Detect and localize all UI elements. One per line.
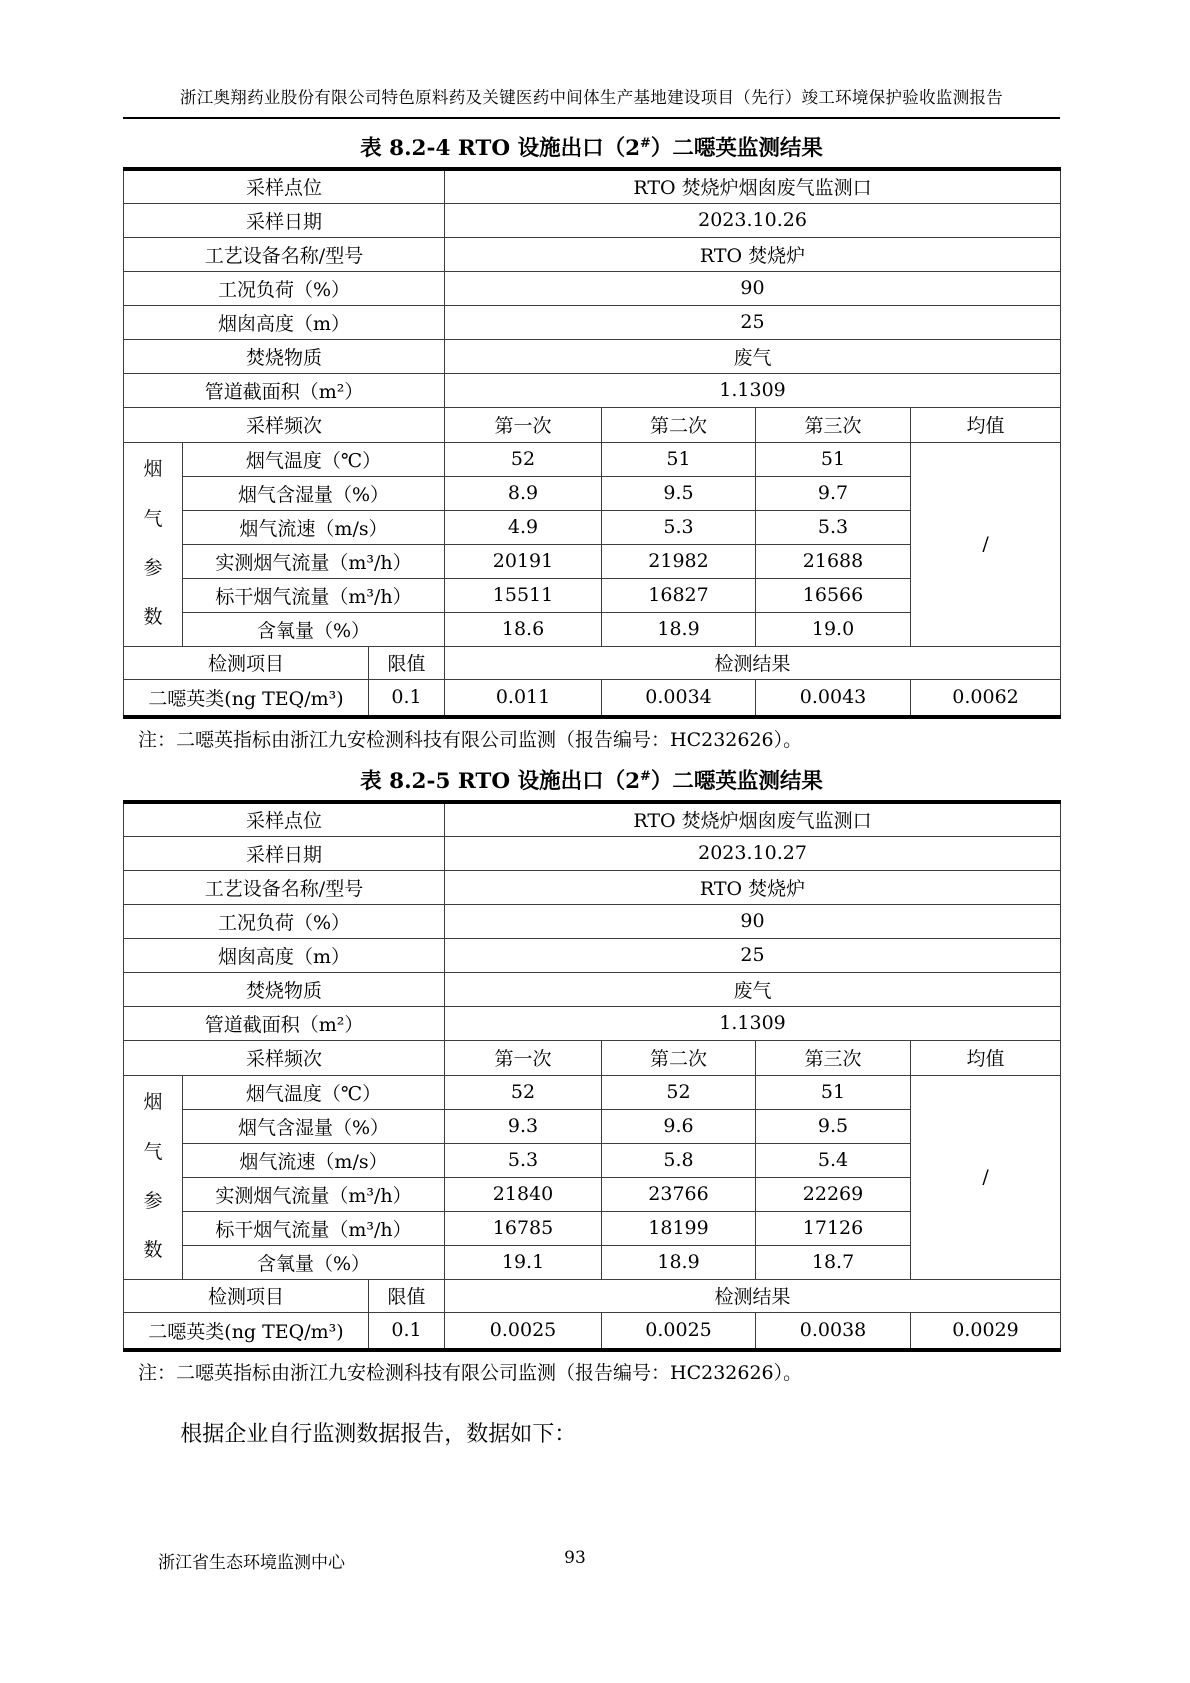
- table-row: [124, 169, 1061, 203]
- header-divider-line: [123, 117, 1060, 119]
- info-value: 90: [445, 904, 1061, 938]
- dioxin-limit: 0.1: [369, 679, 445, 717]
- result-limit-header: 限值: [369, 1279, 445, 1312]
- info-label: 采样日期: [124, 203, 445, 237]
- param-average-cell: /: [911, 442, 1061, 646]
- info-label: 采样日期: [124, 836, 445, 870]
- freq-col-3: 第三次: [756, 1040, 911, 1075]
- document-header-title: 浙江奥翔药业股份有限公司特色原料药及关键医药中间体生产基地建设项目（先行）竣工环境保护验收监测报告: [179, 88, 1004, 107]
- param-value: 22269: [756, 1177, 911, 1211]
- dioxin-value: 0.0043: [756, 679, 911, 717]
- param-group-label: 烟气参数: [143, 1091, 163, 1262]
- param-label: 烟气含湿量（%）: [183, 476, 445, 510]
- param-group-cell: [124, 442, 183, 646]
- param-value: 8.9: [445, 476, 602, 510]
- dioxin-result-row: [124, 679, 1061, 717]
- param-value: 16566: [756, 578, 911, 612]
- param-value: 18199: [602, 1211, 756, 1245]
- dioxin-value: 0.0038: [756, 1312, 911, 1350]
- table-2-title-suffix: ）二噁英监测结果: [650, 769, 823, 794]
- param-value: 51: [756, 442, 911, 476]
- table-row: [124, 972, 1061, 1006]
- table-1-note: 注：二噁英指标由浙江九安检测科技有限公司监测（报告编号：HC232626）。: [138, 729, 803, 751]
- table-row: [124, 339, 1061, 373]
- param-label: 烟气含湿量（%）: [183, 1109, 445, 1143]
- param-label: 烟气温度（℃）: [183, 1075, 445, 1109]
- table-1-title-superscript: #: [640, 135, 651, 151]
- param-group-cell: [124, 1075, 183, 1279]
- dioxin-value: 0.0025: [445, 1312, 602, 1350]
- info-value: RTO 焚烧炉烟囱废气监测口: [445, 802, 1061, 836]
- param-value: 9.6: [602, 1109, 756, 1143]
- info-label: 烟囱高度（m）: [124, 305, 445, 339]
- param-value: 52: [602, 1075, 756, 1109]
- param-value: 52: [445, 442, 602, 476]
- table-1-title-suffix: ）二噁英监测结果: [650, 136, 823, 161]
- param-group-label: 烟气参数: [143, 458, 163, 629]
- param-label: 含氧量（%）: [183, 612, 445, 646]
- param-value: 16785: [445, 1211, 602, 1245]
- param-value: 51: [602, 442, 756, 476]
- info-label: 管道截面积（m²）: [124, 1006, 445, 1040]
- freq-label: 采样频次: [124, 1040, 445, 1075]
- info-value: 1.1309: [445, 373, 1061, 407]
- dioxin-value: 0.011: [445, 679, 602, 717]
- param-value: 19.0: [756, 612, 911, 646]
- table-row: [124, 271, 1061, 305]
- param-label: 烟气温度（℃）: [183, 442, 445, 476]
- result-value-header: 检测结果: [445, 646, 1061, 679]
- param-value: 17126: [756, 1211, 911, 1245]
- dioxin-label: 二噁英类(ng TEQ/m³): [124, 679, 369, 717]
- result-item-header: 检测项目: [124, 1279, 369, 1312]
- param-value: 19.1: [445, 1245, 602, 1279]
- freq-col-2: 第二次: [602, 1040, 756, 1075]
- freq-col-3: 第三次: [756, 407, 911, 442]
- info-value: RTO 焚烧炉烟囱废气监测口: [445, 169, 1061, 203]
- info-value: 废气: [445, 339, 1061, 373]
- result-item-header: 检测项目: [124, 646, 369, 679]
- param-label: 实测烟气流量（m³/h）: [183, 1177, 445, 1211]
- footer-organization: 浙江省生态环境监测中心: [158, 1553, 345, 1573]
- param-value: 9.5: [756, 1109, 911, 1143]
- info-value: RTO 焚烧炉: [445, 237, 1061, 271]
- param-value: 4.9: [445, 510, 602, 544]
- page-content: [123, 0, 1060, 1448]
- info-label: 工艺设备名称/型号: [124, 870, 445, 904]
- info-label: 工况负荷（%）: [124, 271, 445, 305]
- param-label: 烟气流速（m/s）: [183, 1143, 445, 1177]
- dioxin-average: 0.0062: [911, 679, 1061, 717]
- param-value: 21840: [445, 1177, 602, 1211]
- table-row: [124, 802, 1061, 836]
- param-value: 18.6: [445, 612, 602, 646]
- param-value: 9.7: [756, 476, 911, 510]
- info-label: 管道截面积（m²）: [124, 373, 445, 407]
- dioxin-monitor-table-1: [123, 167, 1061, 719]
- info-value: 25: [445, 305, 1061, 339]
- table-row: [124, 904, 1061, 938]
- param-value: 23766: [602, 1177, 756, 1211]
- dioxin-limit: 0.1: [369, 1312, 445, 1350]
- param-value: 16827: [602, 578, 756, 612]
- param-value: 5.4: [756, 1143, 911, 1177]
- info-value: 25: [445, 938, 1061, 972]
- result-value-header: 检测结果: [445, 1279, 1061, 1312]
- param-value: 5.8: [602, 1143, 756, 1177]
- param-average-cell: /: [911, 1075, 1061, 1279]
- result-limit-header: 限值: [369, 646, 445, 679]
- freq-col-1: 第一次: [445, 1040, 602, 1075]
- result-header-row: [124, 646, 1061, 679]
- info-value: 2023.10.26: [445, 203, 1061, 237]
- frequency-header-row: [124, 1040, 1061, 1075]
- info-label: 烟囱高度（m）: [124, 938, 445, 972]
- dioxin-value: 0.0034: [602, 679, 756, 717]
- param-value: 5.3: [602, 510, 756, 544]
- table-2-note: 注：二噁英指标由浙江九安检测科技有限公司监测（报告编号：HC232626）。: [138, 1362, 803, 1384]
- info-label: 采样点位: [124, 169, 445, 203]
- param-label: 实测烟气流量（m³/h）: [183, 544, 445, 578]
- param-value: 52: [445, 1075, 602, 1109]
- freq-col-1: 第一次: [445, 407, 602, 442]
- param-value: 9.3: [445, 1109, 602, 1143]
- table-row: [124, 373, 1061, 407]
- dioxin-average: 0.0029: [911, 1312, 1061, 1350]
- dioxin-monitor-table-2: [123, 800, 1061, 1352]
- table-row: [124, 870, 1061, 904]
- param-value: 9.5: [602, 476, 756, 510]
- param-row: [124, 1075, 1061, 1109]
- info-label: 工艺设备名称/型号: [124, 237, 445, 271]
- param-value: 20191: [445, 544, 602, 578]
- param-value: 5.3: [756, 510, 911, 544]
- table-1-title-prefix: 表 8.2-4 RTO 设施出口（2: [360, 136, 641, 161]
- dioxin-result-row: [124, 1312, 1061, 1350]
- table-row: [124, 1006, 1061, 1040]
- result-header-row: [124, 1279, 1061, 1312]
- freq-col-2: 第二次: [602, 407, 756, 442]
- param-value: 18.7: [756, 1245, 911, 1279]
- dioxin-value: 0.0025: [602, 1312, 756, 1350]
- param-value: 21982: [602, 544, 756, 578]
- info-value: RTO 焚烧炉: [445, 870, 1061, 904]
- info-value: 90: [445, 271, 1061, 305]
- table-row: [124, 938, 1061, 972]
- page-footer: [0, 1548, 1190, 1572]
- page-number: 93: [564, 1548, 586, 1568]
- param-value: 18.9: [602, 1245, 756, 1279]
- info-value: 废气: [445, 972, 1061, 1006]
- freq-col-avg: 均值: [911, 1040, 1061, 1075]
- param-row: [124, 442, 1061, 476]
- table-2-title-prefix: 表 8.2-5 RTO 设施出口（2: [360, 769, 641, 794]
- table-1-title: [123, 131, 1060, 162]
- freq-label: 采样频次: [124, 407, 445, 442]
- info-value: 2023.10.27: [445, 836, 1061, 870]
- body-paragraph: 根据企业自行监测数据报告，数据如下：: [180, 1422, 577, 1447]
- info-value: 1.1309: [445, 1006, 1061, 1040]
- info-label: 焚烧物质: [124, 339, 445, 373]
- table-row: [124, 305, 1061, 339]
- param-value: 15511: [445, 578, 602, 612]
- param-label: 标干烟气流量（m³/h）: [183, 1211, 445, 1245]
- table-row: [124, 237, 1061, 271]
- table-row: [124, 836, 1061, 870]
- param-value: 5.3: [445, 1143, 602, 1177]
- param-value: 18.9: [602, 612, 756, 646]
- info-label: 工况负荷（%）: [124, 904, 445, 938]
- info-label: 焚烧物质: [124, 972, 445, 1006]
- info-label: 采样点位: [124, 802, 445, 836]
- table-2-title: [123, 764, 1060, 795]
- table-2-title-superscript: #: [640, 768, 651, 784]
- dioxin-label: 二噁英类(ng TEQ/m³): [124, 1312, 369, 1350]
- freq-col-avg: 均值: [911, 407, 1061, 442]
- param-label: 标干烟气流量（m³/h）: [183, 578, 445, 612]
- param-value: 51: [756, 1075, 911, 1109]
- param-label: 烟气流速（m/s）: [183, 510, 445, 544]
- param-label: 含氧量（%）: [183, 1245, 445, 1279]
- frequency-header-row: [124, 407, 1061, 442]
- param-value: 21688: [756, 544, 911, 578]
- table-row: [124, 203, 1061, 237]
